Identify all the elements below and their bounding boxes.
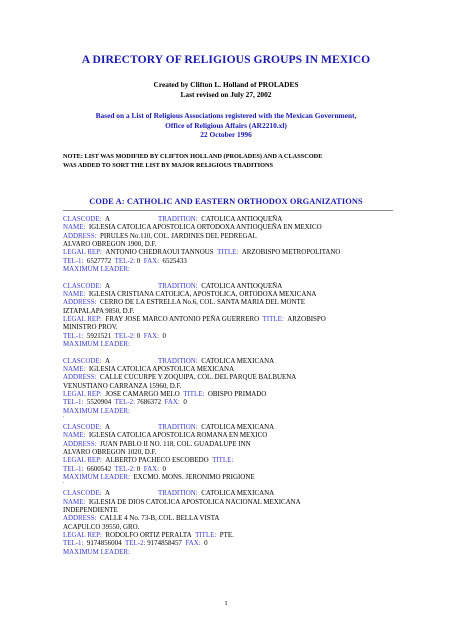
address-continuation: IZTAPALAPA 9850, D.F. [63, 306, 135, 315]
tel1-label: TEL-1: [63, 256, 84, 265]
name-label: NAME: [63, 431, 86, 440]
name-label: NAME: [63, 289, 86, 298]
record-classcode-line [63, 489, 403, 497]
address-value: CALLE 4 No. 73-B, COL. BELLA VISTA [100, 514, 220, 523]
record-legal-rep-line [63, 248, 403, 256]
record-classcode-line [63, 423, 403, 431]
tel1-value: 9174856004 [86, 539, 122, 548]
record-address-line [63, 232, 403, 240]
fax-label: FAX: [185, 539, 201, 548]
tel1-label: TEL-1: [63, 331, 84, 340]
tradition-value: CATOLICA MEXICANA [201, 356, 275, 365]
record-name-line [63, 365, 403, 373]
record-max-leader-line [63, 340, 403, 348]
note-line-2: WAS ADDED TO SORT THE LIST BY MAJOR RELIGIOUS TRADITIONS [63, 161, 274, 169]
legal-rep-value: ALBERTO PACHECO ESCOBEDO [105, 456, 209, 465]
address-value: JUAN PABLO II NO. 118, COL. GUADALUPE INN [100, 439, 251, 448]
record-legal-rep-line [63, 315, 403, 323]
fax-value: 0 [204, 539, 208, 548]
name-label: NAME: [63, 364, 86, 373]
record-name-line [63, 290, 403, 298]
record-phone-line [63, 332, 403, 340]
name-value: IGLESIA CATOLICA APOSTOLICA ORTODOXA ANTIOQUEÑA EN MEXICO [88, 223, 322, 232]
address-value: PIRULES No.110, COL. JARDINES DEL PEDREGAL [100, 231, 257, 240]
classcode-value: A [105, 281, 111, 290]
title-value: ARZOBISPO METROPOLITANO [241, 248, 341, 257]
address-label: ADDRESS: [63, 231, 97, 240]
record-phone-line [63, 398, 403, 406]
classcode-label: CLASCODE: [63, 489, 102, 498]
title-value: OBISPO PRIMADO [207, 389, 267, 398]
classcode-value: A [105, 422, 111, 431]
record-address-line [63, 514, 403, 522]
tel2-value: 0 [136, 256, 141, 265]
name-value: IGLESIA DE DIOS CATOLICA APOSTOLICA NACIONAL MEXICANA [88, 497, 301, 506]
max-leader-label: MAXIMUM LEADER: [63, 265, 130, 274]
tel1-label: TEL-1: [63, 398, 84, 407]
tel2-value: 0 [136, 331, 141, 340]
tradition-label: TRADITION: [158, 356, 198, 365]
heading-divider [63, 210, 393, 211]
legal-rep-label: LEGAL REP: [63, 248, 102, 257]
tel2-label: TEL-2: [114, 331, 136, 340]
based-on-line-2: Office of Religious Affairs (AR2210.xl) [165, 120, 287, 130]
legal-rep-value: JOSE CAMARGO MELO [105, 389, 180, 398]
address-continuation: ALVARO OBREGON 1020, D.F. [63, 447, 157, 456]
directory-record [63, 215, 403, 273]
record-address-line [63, 373, 403, 381]
record-phone-line [63, 539, 403, 547]
tel2-label: TEL-2: [114, 256, 136, 265]
address-label: ADDRESS: [63, 514, 97, 523]
tel1-label: TEL-1: [63, 539, 84, 548]
tel1-value: 5921521 [86, 331, 112, 340]
fax-value: 0 [162, 464, 166, 473]
classcode-label: CLASCODE: [63, 215, 102, 223]
title-label: TITLE: [195, 531, 217, 540]
directory-record [63, 489, 403, 556]
address-label: ADDRESS: [63, 373, 97, 382]
based-on-line-1: Based on a List of Religious Associations registered with the Mexican Government, [95, 111, 357, 120]
record-address-line [63, 440, 403, 448]
address-continuation: ALVARO OBREGON 1900, D.F. [63, 240, 157, 249]
record-legal-rep-line [63, 390, 403, 398]
legal-rep-label: LEGAL REP: [63, 531, 102, 540]
record-max-leader-line [63, 407, 403, 415]
directory-record [63, 357, 403, 419]
max-leader-label: MAXIMUM LEADER: [63, 340, 130, 348]
note-line-1: NOTE: LIST WAS MODIFIED BY CLIFTON HOLLAND (PROLADES) AND A CLASSCODE [63, 153, 323, 160]
record-phone-line [63, 465, 403, 473]
name-continuation: INDEPENDIENTE [63, 506, 118, 515]
fax-value: 6525433 [162, 256, 187, 265]
address-label: ADDRESS: [63, 439, 97, 448]
name-value: IGLESIA CRISTIANA CATOLICA, APOSTOLICA, ORTODOXA MEXICANA [88, 289, 317, 298]
classcode-value: A [105, 215, 111, 223]
tel1-value: 6600542 [86, 464, 112, 473]
record-phone-line [63, 257, 403, 265]
page-number: 1 [224, 600, 228, 607]
tel1-label: TEL-1: [63, 464, 84, 473]
tradition-value: CATOLICA ANTIOQUEÑA [201, 281, 283, 290]
tradition-label: TRADITION: [158, 489, 198, 498]
record-name-line [63, 498, 403, 506]
directory-record [63, 282, 403, 349]
record-separator-dot: . [63, 413, 65, 419]
tel1-value: 5520904 [86, 398, 112, 407]
code-heading: CODE A: CATHOLIC AND EASTERN ORTHODOX ORGANIZATIONS [89, 197, 363, 206]
fax-label: FAX: [164, 398, 180, 407]
title-value: ARZOBISPO [287, 314, 326, 323]
record-separator-dot: . [63, 480, 65, 486]
max-leader-label: MAXIMUM LEADER: [63, 547, 130, 556]
address-label: ADDRESS: [63, 298, 97, 307]
record-max-leader-line [63, 548, 403, 556]
record-classcode-line [63, 215, 403, 223]
max-leader-label: MAXIMUM LEADER: [63, 406, 130, 415]
tel2-label: TEL-2: [114, 464, 136, 473]
legal-rep-label: LEGAL REP: [63, 456, 102, 465]
tel2-label: TEL-2: [114, 398, 136, 407]
legal-rep-value: FRAY JOSE MARCO ANTONIO PEÑA GUERRERO [105, 314, 260, 323]
tel2-label: TEL-2: [125, 539, 146, 548]
max-leader-label: MAXIMUM LEADER: [63, 473, 130, 481]
classcode-label: CLASCODE: [63, 281, 102, 290]
name-label: NAME: [63, 223, 86, 232]
fax-label: FAX: [143, 464, 160, 473]
name-label: NAME: [63, 497, 86, 506]
max-leader-value: EXCMO. MONS. JERONIMO PRIGIONE [133, 473, 255, 481]
legal-rep-value: RODOLFO ORTIZ PERALTA [105, 531, 192, 540]
tradition-label: TRADITION: [158, 215, 198, 223]
legal-rep-label: LEGAL REP: [63, 389, 102, 398]
title-label: TITLE: [183, 389, 205, 398]
tradition-value: CATOLICA MEXICANA [201, 422, 275, 431]
address-continuation: ACAPULCO 39550, GRO. [63, 522, 140, 531]
title-continuation: MINISTRO PROV. [63, 323, 118, 332]
record-list [63, 215, 403, 564]
record-name-line [63, 223, 403, 231]
name-value: IGLESIA CATOLICA APOSTOLICA MEXICANA [88, 364, 235, 373]
record-max-leader-line [63, 473, 403, 481]
record-classcode-line [63, 357, 403, 365]
record-address-line [63, 298, 403, 306]
record-name-line [63, 431, 403, 439]
classcode-value: A [105, 356, 111, 365]
title-label: TITLE: [212, 456, 234, 465]
fax-value: 0 [162, 331, 166, 340]
document-title: A DIRECTORY OF RELIGIOUS GROUPS IN MEXICO [81, 53, 371, 66]
address-value: CERRO DE LA ESTRELLA No.6, COL. SANTA MARIA DEL MONTE [100, 298, 306, 307]
name-value: IGLESIA CATOLICA APOSTOLICA ROMANA EN MEXICO [88, 431, 268, 440]
legal-rep-value: ANTONIO CHEDRAOUI TANNOUS [105, 248, 214, 257]
tradition-label: TRADITION: [158, 422, 198, 431]
title-label: TITLE: [262, 314, 284, 323]
record-legal-rep-line [63, 531, 403, 539]
title-value: PTE. [219, 531, 234, 540]
tel2-value: 0 [136, 464, 141, 473]
directory-record [63, 423, 403, 485]
tradition-label: TRADITION: [158, 281, 198, 290]
legal-rep-label: LEGAL REP: [63, 314, 102, 323]
created-by: Created by Clifton L. Holland of PROLADES [153, 80, 299, 89]
tradition-value: CATOLICA MEXICANA [201, 489, 275, 498]
fax-value: 0 [183, 398, 187, 407]
record-legal-rep-line [63, 456, 403, 464]
record-max-leader-line [63, 265, 403, 273]
revision-date: Last revised on July 27, 2002 [180, 89, 272, 99]
tel2-value: 7686372 [136, 398, 162, 407]
based-on-line-3: 22 October 1996 [200, 130, 252, 139]
fax-label: FAX: [143, 331, 160, 340]
fax-label: FAX: [143, 256, 160, 265]
classcode-label: CLASCODE: [63, 422, 102, 431]
address-continuation: VENUSTIANO CARRANZA 15960, D.F. [63, 381, 182, 390]
title-label: TITLE: [217, 248, 239, 257]
classcode-value: A [105, 489, 111, 498]
address-value: CALLE CUCURPE Y ZOQUIPA, COL. DEL PARQUE BALBUENA [100, 373, 297, 382]
record-classcode-line [63, 282, 403, 290]
classcode-label: CLASCODE: [63, 356, 102, 365]
tel1-value: 6527772 [86, 256, 112, 265]
tel2-value: 9174858457 [147, 539, 182, 548]
tradition-value: CATOLICA ANTIOQUEÑA [201, 215, 283, 223]
